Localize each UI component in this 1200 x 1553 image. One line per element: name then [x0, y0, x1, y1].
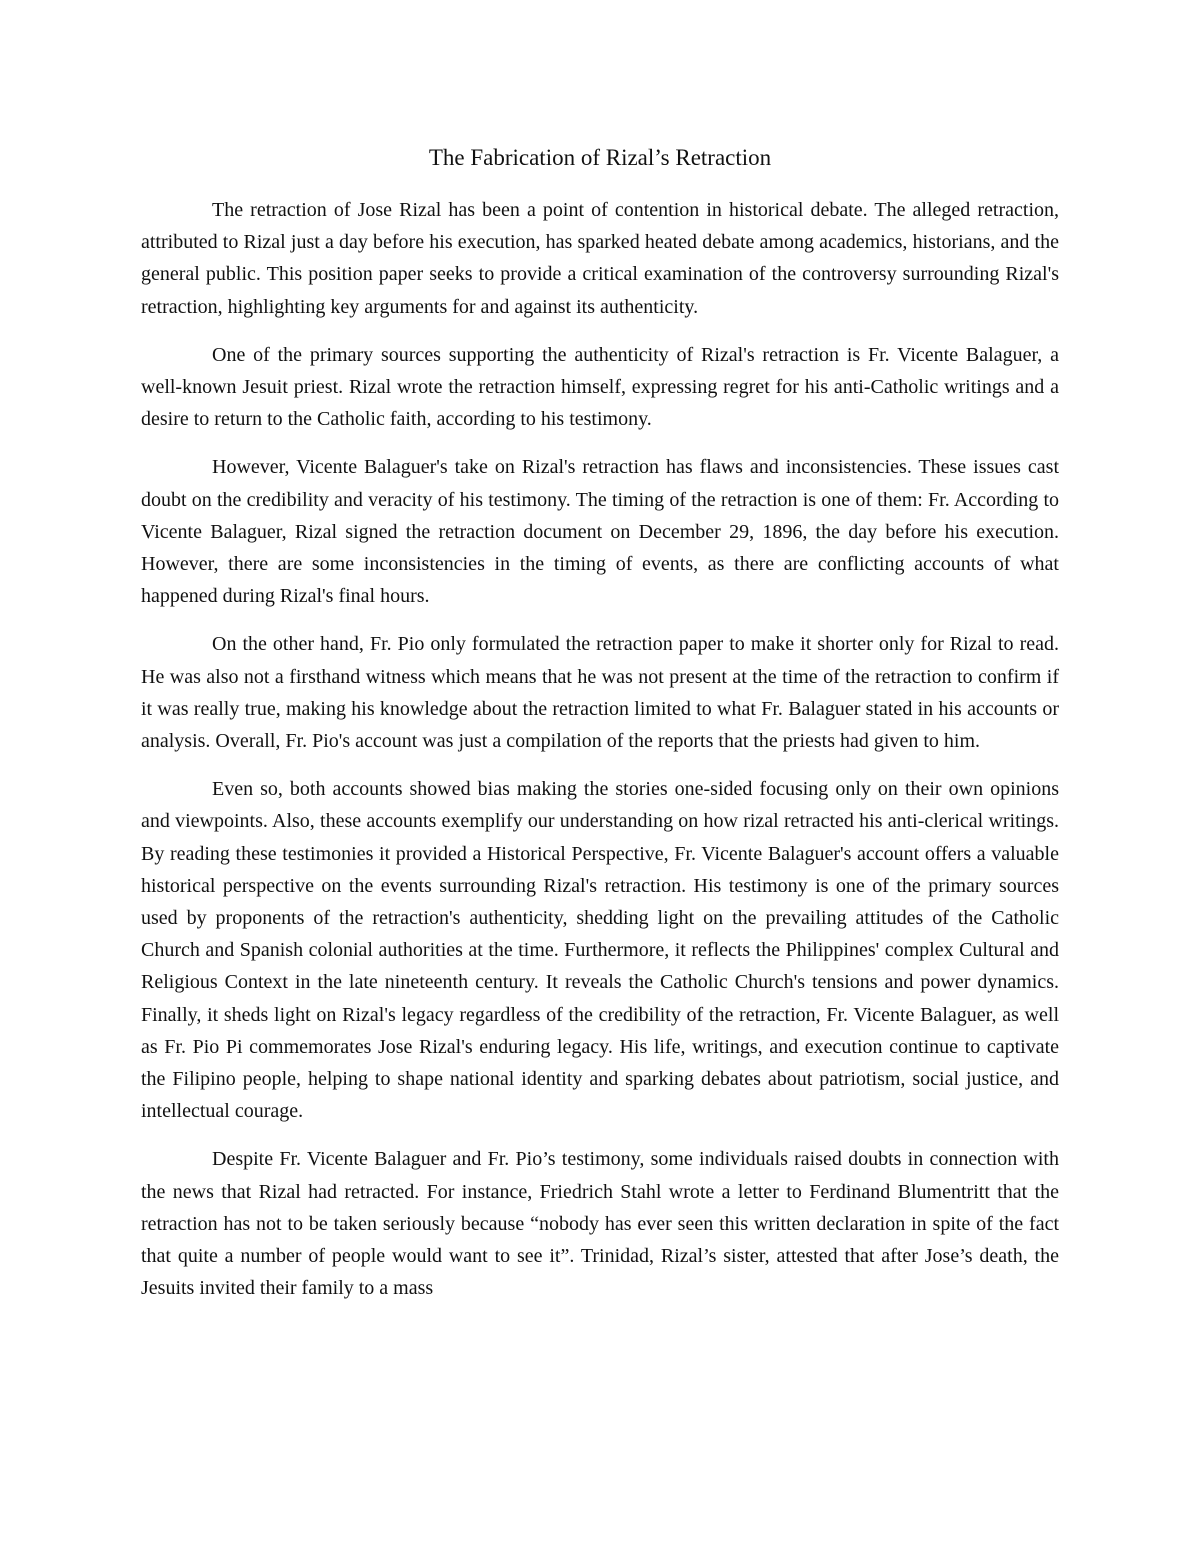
document-title: The Fabrication of Rizal’s Retraction	[428, 145, 772, 170]
paragraph-bias-perspective: Even so, both accounts showed bias making the stories one-sided focusing only on their own opinions and viewpoints. Also, these accounts exemplify our understanding on how rizal retracted his anti-clerical writings. By reading these testimonies it provided a Historical Perspective, Fr. Vicente Balaguer's account offers a valuable historical perspective on the events surrounding Rizal's retraction. His testimony is one of the primary sources used by proponents of the retraction's authenticity, shedding light on the prevailing attitudes of the Catholic Church and Spanish colonial authorities at the time. Furthermore, it reflects the Philippines' complex Cultural and Religious Context in the late nineteenth century. It reveals the Catholic Church's tensions and power dynamics. Finally, it sheds light on Rizal's legacy regardless of the credibility of the retraction, Fr. Vicente Balaguer, as well as Fr. Pio Pi commemorates Jose Rizal's enduring legacy. His life, writings, and execution continue to captivate the Filipino people, helping to shape national identity and sparking debates about patriotism, social justice, and intellectual courage.	[141, 778, 1059, 1123]
paragraph-fr-pio: On the other hand, Fr. Pio only formulated the retraction paper to make it shorter only for Rizal to read. He was also not a firsthand witness which means that he was not present at the time of the retraction to confirm if it was really true, making his knowledge about the retraction limited to what Fr. Balaguer stated in his accounts or analysis. Overall, Fr. Pio's account was just a compilation of the reports that the priests had given to him.	[141, 633, 1059, 753]
paragraph-introduction: The retraction of Jose Rizal has been a point of contention in historical debate. The alleged retraction, attributed to Rizal just a day before his execution, has sparked heated debate among academics, historians, and the general public. This position paper seeks to provide a critical examination of the controversy surrounding Rizal's retraction, highlighting key arguments for and against its authenticity.	[141, 199, 1059, 318]
document-body	[141, 143, 1059, 1321]
paragraph-balaguer-source: One of the primary sources supporting the authenticity of Rizal's retraction is Fr. Vicente Balaguer, a well-known Jesuit priest. Rizal wrote the retraction himself, expressing regret for his anti-Catholic writings and a desire to return to the Catholic faith, according to his testimony.	[141, 343, 1059, 431]
paragraph-doubts: Despite Fr. Vicente Balaguer and Fr. Pio’s testimony, some individuals raised doubts in connection with the news that Rizal had retracted. For instance, Friedrich Stahl wrote a letter to Ferdinand Blumentritt that the retraction has not to be taken seriously because “nobody has ever seen this written declaration in spite of the fact that quite a number of people would want to see it”. Trinidad, Rizal’s sister, attested that after Jose’s death, the Jesuits invited their family to a mass	[141, 1148, 1059, 1300]
paragraph-inconsistencies: However, Vicente Balaguer's take on Rizal's retraction has flaws and inconsistencies. These issues cast doubt on the credibility and veracity of his testimony. The timing of the retraction is one of them: Fr. According to Vicente Balaguer, Rizal signed the retraction document on December 29, 1896, the day before his execution. However, there are some inconsistencies in the timing of events, as there are conflicting accounts of what happened during Rizal's final hours.	[141, 456, 1059, 608]
